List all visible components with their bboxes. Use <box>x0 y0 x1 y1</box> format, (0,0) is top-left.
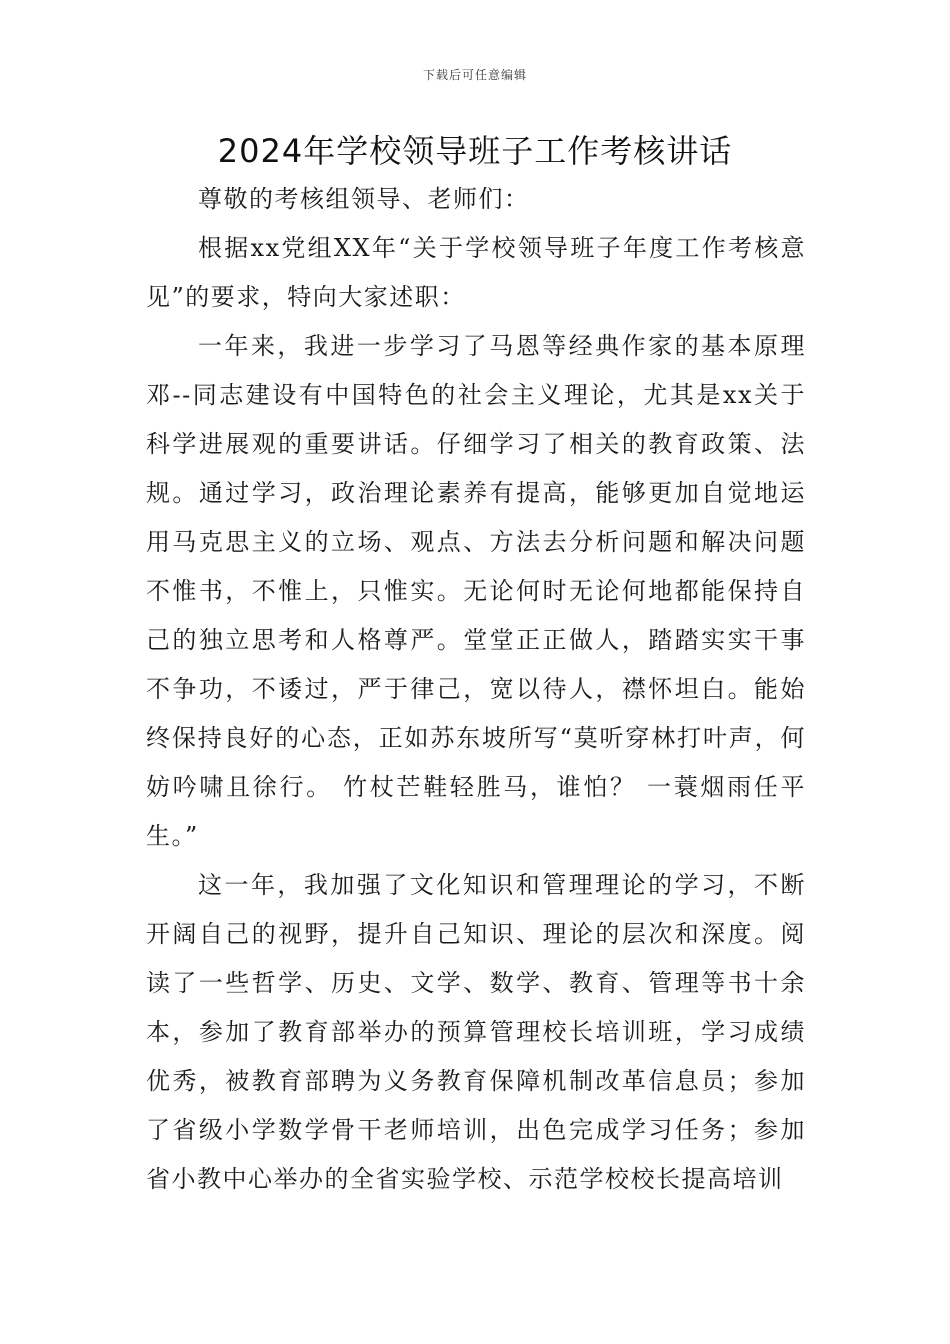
document-body <box>146 175 806 1204</box>
document-title: 2024年学校领导班子工作考核讲话 <box>217 132 733 170</box>
salutation-paragraph: 尊敬的考核组领导、老师们： <box>198 185 530 213</box>
intro-paragraph: 根据xx党组XX年“关于学校领导班子年度工作考核意见”的要求，特向大家述职： <box>146 234 806 311</box>
body-paragraph-study: 一年来，我进一步学习了马恩等经典作家的基本原理邓--同志建设有中国特色的社会主义理论，尤其是xx关于科学进展观的重要讲话。仔细学习了相关的教育政策、法规。通过学习，政治理论素养有提高，能够更加自觉地运用马克思主义的立场、观点、方法去分析问题和解决问题不惟书，不惟上，只惟实。无论何时无论何地都能保持自己的独立思考和人格尊严。堂堂正正做人，踏踏实实干事不争功，不诿过，严于律己，宽以待人，襟怀坦白。能始终保持良好的心态，正如苏东坡所写“莫听穿林打叶声，何妨吟啸且徐行。 竹杖芒鞋轻胜马，谁怕？ 一蓑烟雨任平生。” <box>146 332 806 850</box>
page-header-note: 下载后可任意编辑 <box>422 68 527 82</box>
body-paragraph-learning: 这一年，我加强了文化知识和管理理论的学习，不断开阔自己的视野，提升自己知识、理论的层次和深度。阅读了一些哲学、历史、文学、数学、教育、管理等书十余本，参加了教育部举办的预算管理校长培训班，学习成绩优秀，被教育部聘为义务教育保障机制改革信息员；参加了省级小学数学骨干老师培训，出色完成学习任务；参加省小教中心举办的全省实验学校、示范学校校长提高培训 <box>146 871 806 1193</box>
